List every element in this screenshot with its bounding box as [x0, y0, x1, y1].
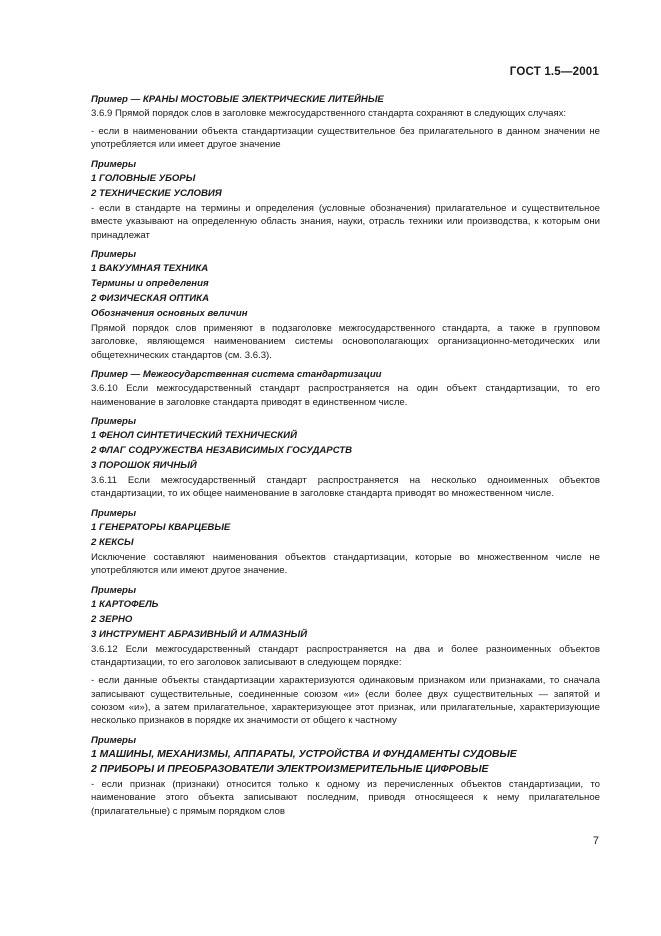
example-item: 2 ТЕХНИЧЕСКИЕ УСЛОВИЯ [91, 187, 222, 199]
paragraph: - если данные объекты стандартизации характеризуются одинаковым признаком или признаками, то сначала записывают существительные, соединенные союзом «и» (если более двух существительных — запятой и союзом «и»), а затем прилагательное, характеризующее этот признак, или прилагательные, характеризующие несколько признаков в порядке их значимости от общего к частному [91, 675, 600, 727]
document-code: ГОСТ 1.5—2001 [509, 66, 599, 78]
example-heading: Примеры [91, 584, 137, 596]
example-item: 2 ФЛАГ СОДРУЖЕСТВА НЕЗАВИСИМЫХ ГОСУДАРСТВ [91, 445, 353, 457]
paragraph: - если в наименовании объекта стандартизации существительное без прилагательного в данном значении не употребляется или имеет другое значение [91, 126, 600, 151]
paragraph: - если признак (признаки) относится только к одному из перечисленных объектов стандартизации, то наименование этого объекта записывают последним, приводя относящееся к нему прилагательное (прилагательные) с прямым порядком слов [91, 778, 600, 817]
example-heading: Пример — КРАНЫ МОСТОВЫЕ ЭЛЕКТРИЧЕСКИЕ ЛИТЕЙНЫЕ [91, 94, 384, 105]
example-item: 1 КАРТОФЕЛЬ [91, 598, 159, 610]
example-item: 3 ИНСТРУМЕНТ АБРАЗИВНЫЙ И АЛМАЗНЫЙ [91, 628, 308, 640]
paragraph: 3.6.12 Если межгосударственный стандарт распространяется на два и более разноименных объектов стандартизации, то его заголовок записывают в следующем порядке: [91, 643, 600, 669]
example-heading: Примеры [91, 416, 137, 428]
example-item: Термины и определения [91, 278, 209, 290]
example-item: 2 КЕКСЫ [91, 536, 134, 548]
example-item: 1 ВАКУУМНАЯ ТЕХНИКА [91, 263, 209, 275]
example-heading: Примеры [91, 158, 137, 170]
page-number: 7 [592, 835, 599, 847]
example-item: 1 ГЕНЕРАТОРЫ КВАРЦЕВЫЕ [91, 521, 231, 533]
paragraph: 3.6.11 Если межгосударственный стандарт распространяется на несколько одноименных объектов стандартизации, то их общее наименование в заголовке стандарта приводят во множественном числе. [91, 475, 600, 500]
example-item: 1 ГОЛОВНЫЕ УБОРЫ [91, 172, 196, 184]
paragraph: Прямой порядок слов применяют в подзаголовке межгосударственного стандарта, а также в групповом заголовке, являющемся наименованием системы основополагающих организационно-методических или общетехнических стандартов (см. 3.6.3). [91, 323, 600, 361]
example-heading: Пример — Межгосударственная система стандартизации [91, 369, 382, 381]
example-heading: Примеры [91, 734, 137, 746]
example-item: Обозначения основных величин [91, 308, 248, 320]
example-item: 1 ФЕНОЛ СИНТЕТИЧЕСКИЙ ТЕХНИЧЕСКИЙ [91, 430, 297, 442]
example-item: 2 ФИЗИЧЕСКАЯ ОПТИКА [91, 293, 210, 305]
example-item: 1 МАШИНЫ, МЕХАНИЗМЫ, АППАРАТЫ, УСТРОЙСТВА И ФУНДАМЕНТЫ СУДОВЫЕ [91, 748, 517, 760]
example-heading: Примеры [91, 249, 137, 261]
paragraph: 3.6.10 Если межгосударственный стандарт распространяется на один объект стандартизации, то его наименование в заголовке стандарта приводят в единственном числе. [91, 383, 600, 408]
paragraph: Исключение составляют наименования объектов стандартизации, которые во множественном числе не употребляются или имеют другое значение. [91, 551, 600, 577]
page-content [91, 93, 600, 823]
paragraph: 3.6.9 Прямой порядок слов в заголовке межгосударственного стандарта сохраняют в следующих случаях: [91, 108, 567, 119]
example-item: 2 ПРИБОРЫ И ПРЕОБРАЗОВАТЕЛИ ЭЛЕКТРОИЗМЕРИТЕЛЬНЫЕ ЦИФРОВЫЕ [91, 763, 489, 775]
example-heading: Примеры [91, 507, 137, 519]
example-item: 2 ЗЕРНО [91, 613, 133, 625]
example-item: 3 ПОРОШОК ЯИЧНЫЙ [91, 460, 197, 472]
paragraph: - если в стандарте на термины и определения (условные обозначения) прилагательное и существительное вместе указывают на определенную область знания, науки, отрасль техники или производства, к которым они принадлежат [91, 202, 600, 241]
